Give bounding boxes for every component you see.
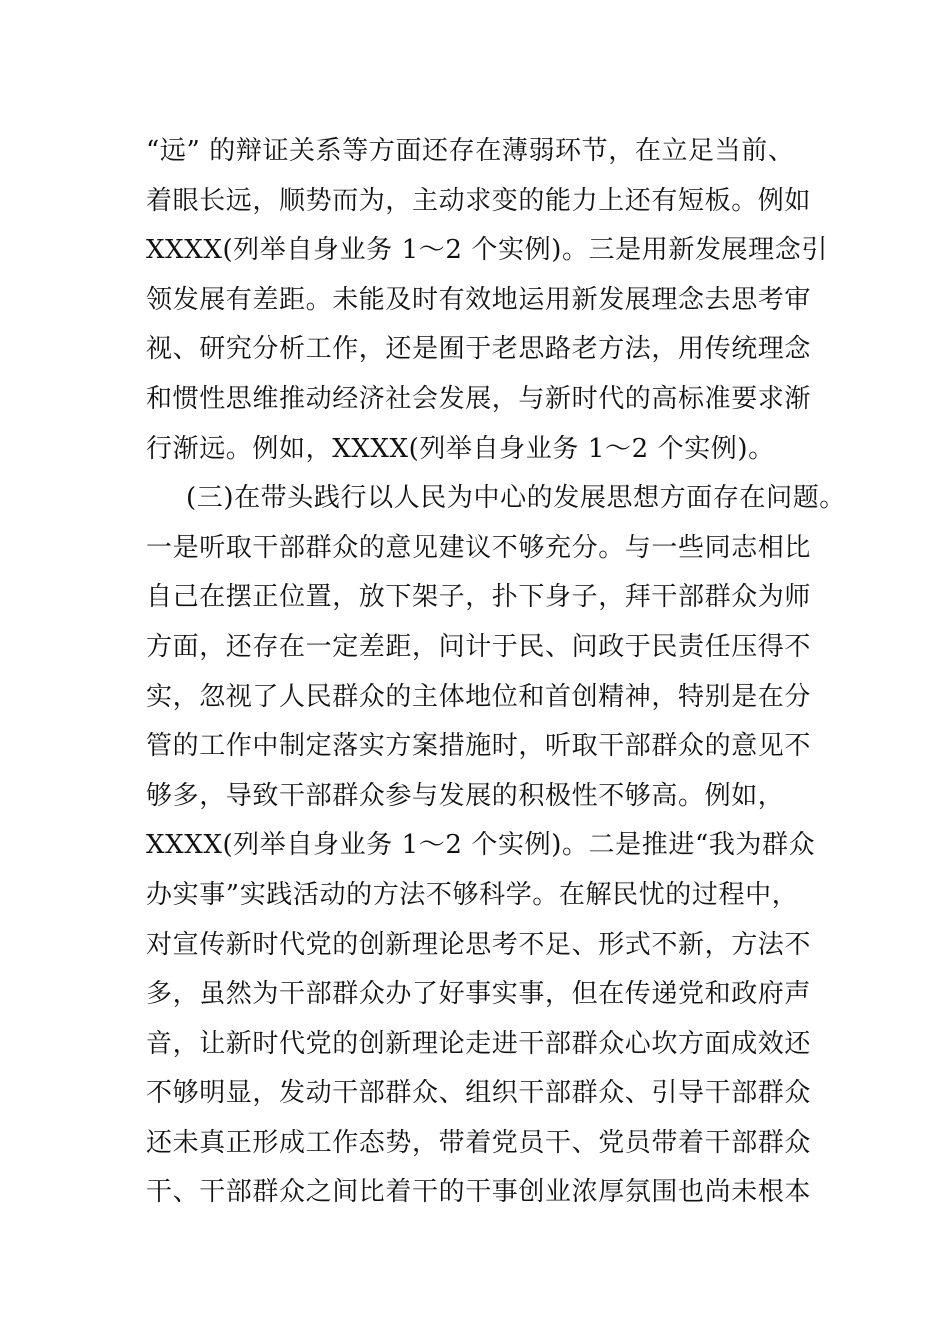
text-line: 方面，还存在一定差距，问计于民、问政于民责任压得不 bbox=[146, 631, 812, 662]
text-line: 还未真正形成工作态势，带着党员干、党员带着干部群众 bbox=[146, 1127, 812, 1158]
text-line: 不够明显，发动干部群众、组织干部群众、引导干部群众 bbox=[146, 1078, 812, 1109]
text-line: 管的工作中制定落实方案措施时，听取干部群众的意见不 bbox=[146, 731, 812, 762]
text-line: 够多，导致干部群众参与发展的积极性不够高。例如， bbox=[146, 780, 785, 811]
text-line: 行渐远。例如，XXXX(列举自身业务 1～2 个实例)。 bbox=[146, 433, 775, 464]
text-line: 办实事”实践活动的方法不够科学。在解民忧的过程中， bbox=[146, 879, 799, 910]
text-line: 干、干部群众之间比着干的干事创业浓厚氛围也尚未根本 bbox=[146, 1177, 812, 1208]
text-line: 自己在摆正位置，放下架子，扑下身子，拜干部群众为师 bbox=[146, 582, 812, 613]
text-line: 视、研究分析工作，还是囿于老思路老方法，用传统理念 bbox=[146, 334, 812, 365]
section-heading-line: (三)在带头践行以人民为中心的发展思想方面存在问题。 bbox=[186, 483, 846, 514]
text-line: XXXX(列举自身业务 1～2 个实例)。二是推进“我为群众 bbox=[146, 830, 816, 861]
text-line: XXXX(列举自身业务 1～2 个实例)。三是用新发展理念引 bbox=[146, 235, 828, 266]
text-line: 领发展有差距。未能及时有效地运用新发展理念去思考审 bbox=[146, 284, 812, 315]
document-body bbox=[146, 127, 846, 1218]
text-line: 一是听取干部群众的意见建议不够充分。与一些同志相比 bbox=[146, 532, 812, 563]
text-line: 对宣传新时代党的创新理论思考不足、形式不新，方法不 bbox=[146, 929, 812, 960]
text-line: 和惯性思维推动经济社会发展，与新时代的高标准要求渐 bbox=[146, 383, 812, 414]
text-line: 着眼长远，顺势而为，主动求变的能力上还有短板。例如 bbox=[146, 185, 812, 216]
text-line: 实，忽视了人民群众的主体地位和首创精神，特别是在分 bbox=[146, 681, 812, 712]
text-line: 多，虽然为干部群众办了好事实事，但在传递党和政府声 bbox=[146, 979, 812, 1010]
text-line: “远” 的辩证关系等方面还存在薄弱环节，在立足当前、 bbox=[146, 136, 795, 166]
text-line: 音，让新时代党的创新理论走进干部群众心坎方面成效还 bbox=[146, 1028, 812, 1059]
